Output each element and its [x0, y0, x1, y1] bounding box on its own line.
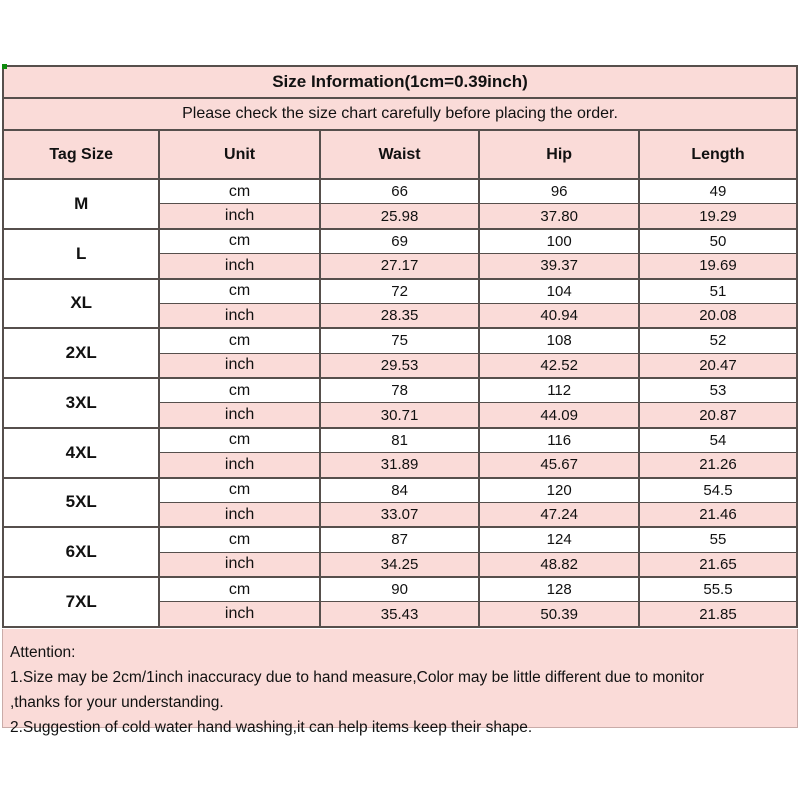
size-value-cell: 45.67 — [479, 453, 639, 478]
size-value-cell: 39.37 — [479, 254, 639, 279]
size-value-cell: 47.24 — [479, 502, 639, 527]
size-value-cell: 19.29 — [639, 204, 797, 229]
size-value-cell: 54.5 — [639, 478, 797, 503]
green-corner-artifact — [2, 64, 7, 69]
unit-cell: inch — [159, 303, 319, 328]
column-header-length: Length — [639, 130, 797, 179]
size-value-cell: 75 — [320, 328, 480, 353]
size-value-cell: 108 — [479, 328, 639, 353]
size-row-7xl-cm — [3, 577, 797, 602]
size-row-4xl-cm — [3, 428, 797, 453]
size-table — [2, 65, 798, 628]
size-value-cell: 34.25 — [320, 552, 480, 577]
size-value-cell: 30.71 — [320, 403, 480, 428]
size-value-cell: 55.5 — [639, 577, 797, 602]
size-row-m-cm — [3, 179, 797, 204]
size-value-cell: 72 — [320, 279, 480, 304]
size-value-cell: 87 — [320, 527, 480, 552]
tag-size-cell: 7XL — [3, 577, 159, 627]
attention-panel — [2, 629, 798, 736]
size-value-cell: 21.85 — [639, 602, 797, 627]
size-value-cell: 112 — [479, 378, 639, 403]
size-value-cell: 44.09 — [479, 403, 639, 428]
column-header-hip: Hip — [479, 130, 639, 179]
unit-cell: inch — [159, 453, 319, 478]
size-value-cell: 42.52 — [479, 353, 639, 378]
size-value-cell: 21.26 — [639, 453, 797, 478]
tag-size-cell: 3XL — [3, 378, 159, 428]
unit-cell: inch — [159, 602, 319, 627]
size-value-cell: 20.08 — [639, 303, 797, 328]
unit-cell: cm — [159, 328, 319, 353]
attention-title: Attention: — [10, 644, 76, 661]
size-value-cell: 84 — [320, 478, 480, 503]
title-row — [3, 66, 797, 98]
size-value-cell: 21.46 — [639, 502, 797, 527]
unit-cell: cm — [159, 179, 319, 204]
unit-cell: inch — [159, 204, 319, 229]
size-value-cell: 55 — [639, 527, 797, 552]
tag-size-cell: 5XL — [3, 478, 159, 528]
size-value-cell: 78 — [320, 378, 480, 403]
size-row-l-cm — [3, 229, 797, 254]
size-value-cell: 29.53 — [320, 353, 480, 378]
unit-cell: inch — [159, 254, 319, 279]
unit-cell: cm — [159, 527, 319, 552]
unit-cell: cm — [159, 428, 319, 453]
size-value-cell: 27.17 — [320, 254, 480, 279]
size-value-cell: 81 — [320, 428, 480, 453]
size-value-cell: 52 — [639, 328, 797, 353]
unit-cell: cm — [159, 279, 319, 304]
size-value-cell: 25.98 — [320, 204, 480, 229]
size-value-cell: 100 — [479, 229, 639, 254]
unit-cell: cm — [159, 378, 319, 403]
size-value-cell: 51 — [639, 279, 797, 304]
attention-note-1-cont: ,thanks for your understanding. — [10, 694, 224, 711]
table-subtitle: Please check the size chart carefully before placing the order. — [3, 98, 797, 130]
size-value-cell: 53 — [639, 378, 797, 403]
tag-size-cell: 2XL — [3, 328, 159, 378]
unit-cell: inch — [159, 502, 319, 527]
size-value-cell: 66 — [320, 179, 480, 204]
size-value-cell: 48.82 — [479, 552, 639, 577]
unit-cell: cm — [159, 229, 319, 254]
size-row-xl-cm — [3, 279, 797, 304]
column-header-waist: Waist — [320, 130, 480, 179]
unit-cell: cm — [159, 478, 319, 503]
size-value-cell: 128 — [479, 577, 639, 602]
attention-note-2: 2.Suggestion of cold water hand washing,it can help items keep their shape. — [10, 719, 533, 736]
tag-size-cell: 6XL — [3, 527, 159, 577]
size-value-cell: 50 — [639, 229, 797, 254]
size-value-cell: 21.65 — [639, 552, 797, 577]
column-header-row — [3, 130, 797, 179]
size-value-cell: 20.87 — [639, 403, 797, 428]
size-value-cell: 116 — [479, 428, 639, 453]
subtitle-row — [3, 98, 797, 130]
size-row-2xl-cm — [3, 328, 797, 353]
size-value-cell: 104 — [479, 279, 639, 304]
tag-size-cell: 4XL — [3, 428, 159, 478]
size-value-cell: 54 — [639, 428, 797, 453]
size-value-cell: 20.47 — [639, 353, 797, 378]
size-value-cell: 28.35 — [320, 303, 480, 328]
size-value-cell: 50.39 — [479, 602, 639, 627]
size-value-cell: 120 — [479, 478, 639, 503]
size-value-cell: 40.94 — [479, 303, 639, 328]
size-value-cell: 33.07 — [320, 502, 480, 527]
size-value-cell: 35.43 — [320, 602, 480, 627]
column-header-tag-size: Tag Size — [3, 130, 159, 179]
size-row-5xl-cm — [3, 478, 797, 503]
size-value-cell: 69 — [320, 229, 480, 254]
size-value-cell: 19.69 — [639, 254, 797, 279]
size-value-cell: 31.89 — [320, 453, 480, 478]
unit-cell: inch — [159, 552, 319, 577]
unit-cell: inch — [159, 403, 319, 428]
size-value-cell: 49 — [639, 179, 797, 204]
tag-size-cell: XL — [3, 279, 159, 329]
unit-cell: cm — [159, 577, 319, 602]
unit-cell: inch — [159, 353, 319, 378]
size-value-cell: 96 — [479, 179, 639, 204]
size-value-cell: 37.80 — [479, 204, 639, 229]
table-title: Size Information(1cm=0.39inch) — [3, 66, 797, 98]
column-header-unit: Unit — [159, 130, 319, 179]
size-value-cell: 90 — [320, 577, 480, 602]
size-row-3xl-cm — [3, 378, 797, 403]
tag-size-cell: L — [3, 229, 159, 279]
attention-note-1: 1.Size may be 2cm/1inch inaccuracy due to hand measure,Color may be little different due to monitor — [10, 669, 705, 686]
tag-size-cell: M — [3, 179, 159, 229]
size-row-6xl-cm — [3, 527, 797, 552]
size-value-cell: 124 — [479, 527, 639, 552]
